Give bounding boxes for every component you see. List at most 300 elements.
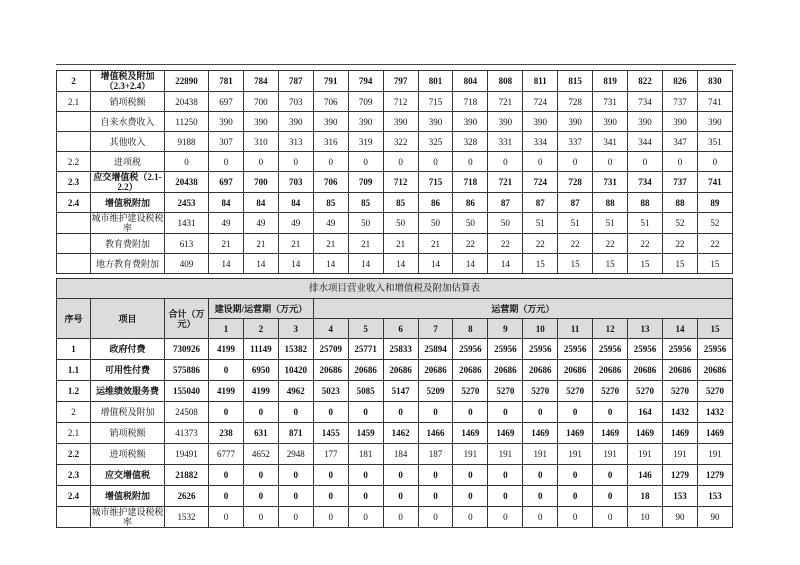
year-value: 0 [209, 402, 244, 423]
year-value: 184 [383, 444, 418, 465]
row-total: 155040 [165, 381, 209, 402]
year-value: 0 [418, 402, 453, 423]
table-row [57, 112, 733, 132]
year-value: 741 [697, 172, 732, 193]
row-number: 2.1 [57, 423, 91, 444]
year-value: 1462 [383, 423, 418, 444]
year-value: 15382 [278, 339, 313, 360]
year-value: 25956 [558, 339, 593, 360]
row-item: 城市维护建设税税率 [91, 507, 164, 527]
year-value: 5270 [523, 381, 558, 402]
year-value: 49 [278, 213, 313, 234]
table-row [57, 193, 733, 213]
year-value: 0 [453, 507, 488, 528]
year-value: 390 [209, 112, 244, 132]
year-value: 390 [418, 112, 453, 132]
year-value: 0 [418, 486, 453, 507]
row-total: 19491 [165, 444, 209, 465]
year-value: 177 [313, 444, 348, 465]
year-value: 191 [593, 444, 628, 465]
year-value: 90 [662, 507, 697, 528]
year-value: 328 [453, 132, 488, 152]
year-value: 11149 [243, 339, 278, 360]
year-value: 191 [523, 444, 558, 465]
table-row [57, 381, 733, 402]
year-value: 15 [662, 254, 697, 274]
year-value: 390 [243, 112, 278, 132]
year-value: 1432 [662, 402, 697, 423]
year-value: 337 [558, 132, 593, 152]
year-value: 697 [209, 172, 244, 193]
year-value: 25833 [383, 339, 418, 360]
year-value: 1469 [558, 423, 593, 444]
table-vat-surcharge-upper [56, 70, 733, 274]
year-value: 390 [348, 112, 383, 132]
year-value: 0 [348, 402, 383, 423]
year-value: 191 [488, 444, 523, 465]
header-total: 合计（万元） [165, 299, 209, 339]
year-value: 871 [278, 423, 313, 444]
year-value: 734 [628, 172, 663, 193]
year-value: 15 [558, 254, 593, 274]
year-value: 187 [418, 444, 453, 465]
year-value: 20686 [383, 360, 418, 381]
year-value: 0 [313, 152, 348, 172]
year-value: 819 [593, 71, 628, 92]
year-value: 1455 [313, 423, 348, 444]
year-value: 14 [418, 254, 453, 274]
row-number [57, 507, 91, 528]
row-item: 增值税及附加 [91, 402, 165, 423]
table-drainage-revenue [56, 278, 733, 528]
year-value: 0 [209, 507, 244, 528]
year-value: 0 [488, 465, 523, 486]
year-value: 0 [523, 465, 558, 486]
year-value: 307 [209, 132, 244, 152]
year-value: 0 [593, 402, 628, 423]
year-value: 5085 [348, 381, 383, 402]
year-value: 0 [662, 152, 697, 172]
row-total: 41373 [165, 423, 209, 444]
year-value: 724 [523, 92, 558, 112]
year-value: 5270 [697, 381, 732, 402]
year-value: 85 [383, 193, 418, 213]
year-value: 14 [313, 254, 348, 274]
year-value: 721 [488, 172, 523, 193]
row-item: 销项税额 [91, 92, 165, 112]
year-value: 0 [558, 152, 593, 172]
row-number [57, 112, 91, 132]
year-value: 89 [697, 193, 732, 213]
header-year-4: 4 [313, 319, 348, 339]
year-value: 0 [418, 507, 453, 528]
row-number: 2.3 [57, 465, 91, 486]
header-year-7: 7 [418, 319, 453, 339]
year-value: 313 [278, 132, 313, 152]
row-item: 其他收入 [91, 132, 165, 152]
year-value: 21 [348, 234, 383, 254]
header-operation-group: 运营期（万元） [313, 299, 732, 319]
year-value: 85 [313, 193, 348, 213]
row-total: 730926 [165, 339, 209, 360]
year-value: 22 [453, 234, 488, 254]
year-value: 87 [523, 193, 558, 213]
year-value: 20686 [523, 360, 558, 381]
year-value: 49 [313, 213, 348, 234]
header-item: 项目 [91, 299, 165, 339]
year-value: 712 [383, 172, 418, 193]
year-value: 1466 [418, 423, 453, 444]
year-value: 50 [453, 213, 488, 234]
year-value: 700 [243, 172, 278, 193]
year-value: 341 [593, 132, 628, 152]
year-value: 0 [453, 486, 488, 507]
year-value: 25771 [348, 339, 383, 360]
year-value: 51 [628, 213, 663, 234]
year-value: 0 [383, 152, 418, 172]
year-value: 52 [662, 213, 697, 234]
year-value: 718 [453, 172, 488, 193]
year-value: 20686 [558, 360, 593, 381]
year-value: 5147 [383, 381, 418, 402]
year-value: 815 [558, 71, 593, 92]
year-value: 718 [453, 92, 488, 112]
year-value: 88 [662, 193, 697, 213]
row-total: 409 [165, 254, 209, 274]
year-value: 88 [593, 193, 628, 213]
year-value: 0 [488, 507, 523, 528]
year-value: 6777 [209, 444, 244, 465]
year-value: 0 [209, 465, 244, 486]
year-value: 325 [418, 132, 453, 152]
year-value: 0 [383, 402, 418, 423]
year-value: 804 [453, 71, 488, 92]
table-row [57, 254, 733, 274]
year-value: 826 [662, 71, 697, 92]
year-value: 15 [523, 254, 558, 274]
year-value: 22 [558, 234, 593, 254]
header-year-12: 12 [593, 319, 628, 339]
row-total: 22890 [165, 71, 209, 92]
header-year-2: 2 [243, 319, 278, 339]
year-value: 5270 [628, 381, 663, 402]
row-total: 20438 [165, 172, 209, 193]
row-item: 自来水费收入 [91, 112, 165, 132]
year-value: 14 [453, 254, 488, 274]
year-value: 331 [488, 132, 523, 152]
year-value: 181 [348, 444, 383, 465]
year-value: 0 [383, 507, 418, 528]
year-value: 14 [243, 254, 278, 274]
year-value: 631 [243, 423, 278, 444]
year-value: 21 [383, 234, 418, 254]
row-total: 24508 [165, 402, 209, 423]
row-total: 575886 [165, 360, 209, 381]
year-value: 0 [243, 402, 278, 423]
year-value: 164 [628, 402, 663, 423]
table-row [57, 172, 733, 193]
year-value: 4199 [209, 381, 244, 402]
table-row [57, 213, 733, 234]
year-value: 0 [488, 152, 523, 172]
year-value: 146 [628, 465, 663, 486]
year-value: 334 [523, 132, 558, 152]
year-value: 20686 [628, 360, 663, 381]
year-value: 0 [383, 465, 418, 486]
row-item: 教育费附加 [91, 234, 165, 254]
year-value: 25956 [488, 339, 523, 360]
row-number: 1 [57, 339, 91, 360]
year-value: 0 [313, 507, 348, 528]
year-value: 787 [278, 71, 313, 92]
year-value: 51 [558, 213, 593, 234]
year-value: 1459 [348, 423, 383, 444]
year-value: 49 [243, 213, 278, 234]
year-value: 0 [558, 486, 593, 507]
year-value: 4199 [209, 339, 244, 360]
table-row [57, 152, 733, 172]
row-item: 地方教育费附加 [91, 254, 165, 274]
year-value: 21 [313, 234, 348, 254]
year-value: 0 [383, 486, 418, 507]
year-value: 20686 [697, 360, 732, 381]
year-value: 728 [558, 92, 593, 112]
row-number: 2.2 [57, 444, 91, 465]
year-value: 191 [697, 444, 732, 465]
table-row [57, 92, 733, 112]
year-value: 5023 [313, 381, 348, 402]
year-value: 4962 [278, 381, 313, 402]
row-number: 2 [57, 71, 91, 92]
header-year-11: 11 [558, 319, 593, 339]
year-value: 706 [313, 92, 348, 112]
year-value: 322 [383, 132, 418, 152]
header-year-15: 15 [697, 319, 732, 339]
year-value: 728 [558, 172, 593, 193]
year-value: 344 [628, 132, 663, 152]
year-value: 0 [453, 152, 488, 172]
year-value: 0 [209, 360, 244, 381]
row-item: 增值税及附加（2.3+2.4） [91, 71, 165, 92]
row-item: 应交增值税（2.1-2.2） [91, 172, 165, 193]
year-value: 390 [383, 112, 418, 132]
year-value: 20686 [313, 360, 348, 381]
table-row [57, 360, 733, 381]
header-year-10: 10 [523, 319, 558, 339]
year-value: 737 [662, 172, 697, 193]
row-number [57, 234, 91, 254]
year-value: 0 [558, 507, 593, 528]
row-total: 20438 [165, 92, 209, 112]
year-value: 0 [593, 465, 628, 486]
year-value: 1469 [523, 423, 558, 444]
year-value: 84 [209, 193, 244, 213]
year-value: 20686 [453, 360, 488, 381]
year-value: 706 [313, 172, 348, 193]
year-value: 390 [593, 112, 628, 132]
year-value: 84 [243, 193, 278, 213]
row-number: 2.2 [57, 152, 91, 172]
year-value: 4652 [243, 444, 278, 465]
year-value: 741 [697, 92, 732, 112]
year-value: 811 [523, 71, 558, 92]
row-item: 进项税额 [91, 444, 165, 465]
year-value: 25894 [418, 339, 453, 360]
year-value: 390 [313, 112, 348, 132]
year-value: 0 [488, 486, 523, 507]
year-value: 703 [278, 172, 313, 193]
year-value: 88 [628, 193, 663, 213]
year-value: 25709 [313, 339, 348, 360]
row-number [57, 254, 91, 274]
table-row [57, 71, 733, 92]
year-value: 697 [209, 92, 244, 112]
year-value: 0 [348, 507, 383, 528]
year-value: 25956 [697, 339, 732, 360]
year-value: 737 [662, 92, 697, 112]
table-row [57, 234, 733, 254]
row-item: 销项税额 [91, 423, 165, 444]
year-value: 191 [558, 444, 593, 465]
year-value: 390 [453, 112, 488, 132]
year-value: 21 [418, 234, 453, 254]
year-value: 709 [348, 172, 383, 193]
year-value: 724 [523, 172, 558, 193]
year-value: 25956 [628, 339, 663, 360]
year-value: 22 [523, 234, 558, 254]
page-top-rule [56, 64, 736, 65]
year-value: 794 [348, 71, 383, 92]
table-row [57, 339, 733, 360]
year-value: 21 [278, 234, 313, 254]
row-number: 2.3 [57, 172, 91, 193]
table-row [57, 444, 733, 465]
year-value: 0 [348, 152, 383, 172]
table-row [57, 132, 733, 152]
year-value: 316 [313, 132, 348, 152]
year-value: 0 [593, 486, 628, 507]
year-value: 153 [697, 486, 732, 507]
row-total: 21882 [165, 465, 209, 486]
row-number: 1.2 [57, 381, 91, 402]
year-value: 52 [697, 213, 732, 234]
year-value: 791 [313, 71, 348, 92]
row-total: 0 [165, 152, 209, 172]
year-value: 731 [593, 92, 628, 112]
header-year-1: 1 [209, 319, 244, 339]
year-value: 2948 [278, 444, 313, 465]
year-value: 734 [628, 92, 663, 112]
year-value: 5270 [662, 381, 697, 402]
year-value: 20686 [418, 360, 453, 381]
year-value: 1469 [488, 423, 523, 444]
header-year-6: 6 [383, 319, 418, 339]
year-value: 0 [243, 152, 278, 172]
year-value: 87 [558, 193, 593, 213]
year-value: 5270 [558, 381, 593, 402]
year-value: 0 [523, 486, 558, 507]
year-value: 390 [662, 112, 697, 132]
year-value: 15 [593, 254, 628, 274]
year-value: 1469 [628, 423, 663, 444]
year-value: 0 [243, 486, 278, 507]
year-value: 20686 [488, 360, 523, 381]
year-value: 1469 [697, 423, 732, 444]
year-value: 822 [628, 71, 663, 92]
row-item: 增值税附加 [91, 193, 165, 213]
year-value: 712 [383, 92, 418, 112]
year-value: 390 [628, 112, 663, 132]
year-value: 808 [488, 71, 523, 92]
year-value: 49 [209, 213, 244, 234]
year-value: 50 [488, 213, 523, 234]
year-value: 6950 [243, 360, 278, 381]
year-value: 351 [697, 132, 732, 152]
header-construction-group: 建设期/运营期（万元） [209, 299, 314, 319]
year-value: 50 [348, 213, 383, 234]
year-value: 87 [488, 193, 523, 213]
year-value: 14 [488, 254, 523, 274]
year-value: 390 [278, 112, 313, 132]
row-number: 2.4 [57, 486, 91, 507]
row-total: 9188 [165, 132, 209, 152]
year-value: 22 [662, 234, 697, 254]
header-year-14: 14 [662, 319, 697, 339]
year-value: 0 [453, 465, 488, 486]
year-value: 50 [418, 213, 453, 234]
year-value: 22 [488, 234, 523, 254]
year-value: 14 [209, 254, 244, 274]
year-value: 0 [278, 507, 313, 528]
year-value: 14 [278, 254, 313, 274]
row-total: 11250 [165, 112, 209, 132]
year-value: 22 [628, 234, 663, 254]
year-value: 0 [628, 152, 663, 172]
year-value: 90 [697, 507, 732, 528]
row-total: 1532 [165, 507, 209, 528]
table-row [57, 507, 733, 528]
year-value: 84 [278, 193, 313, 213]
year-value: 14 [348, 254, 383, 274]
year-value: 1469 [593, 423, 628, 444]
year-value: 1469 [662, 423, 697, 444]
row-total: 613 [165, 234, 209, 254]
header-year-3: 3 [278, 319, 313, 339]
year-value: 784 [243, 71, 278, 92]
year-value: 0 [278, 152, 313, 172]
year-value: 0 [313, 486, 348, 507]
table-row [57, 465, 733, 486]
year-value: 0 [558, 465, 593, 486]
table-row [57, 423, 733, 444]
year-value: 238 [209, 423, 244, 444]
year-value: 0 [278, 465, 313, 486]
year-value: 715 [418, 92, 453, 112]
year-value: 25956 [453, 339, 488, 360]
year-value: 0 [558, 402, 593, 423]
year-value: 10420 [278, 360, 313, 381]
row-item: 可用性付费 [91, 360, 165, 381]
year-value: 721 [488, 92, 523, 112]
row-number [57, 132, 91, 152]
year-value: 153 [662, 486, 697, 507]
year-value: 191 [628, 444, 663, 465]
year-value: 191 [453, 444, 488, 465]
year-value: 25956 [593, 339, 628, 360]
year-value: 1469 [453, 423, 488, 444]
year-value: 86 [453, 193, 488, 213]
year-value: 85 [348, 193, 383, 213]
